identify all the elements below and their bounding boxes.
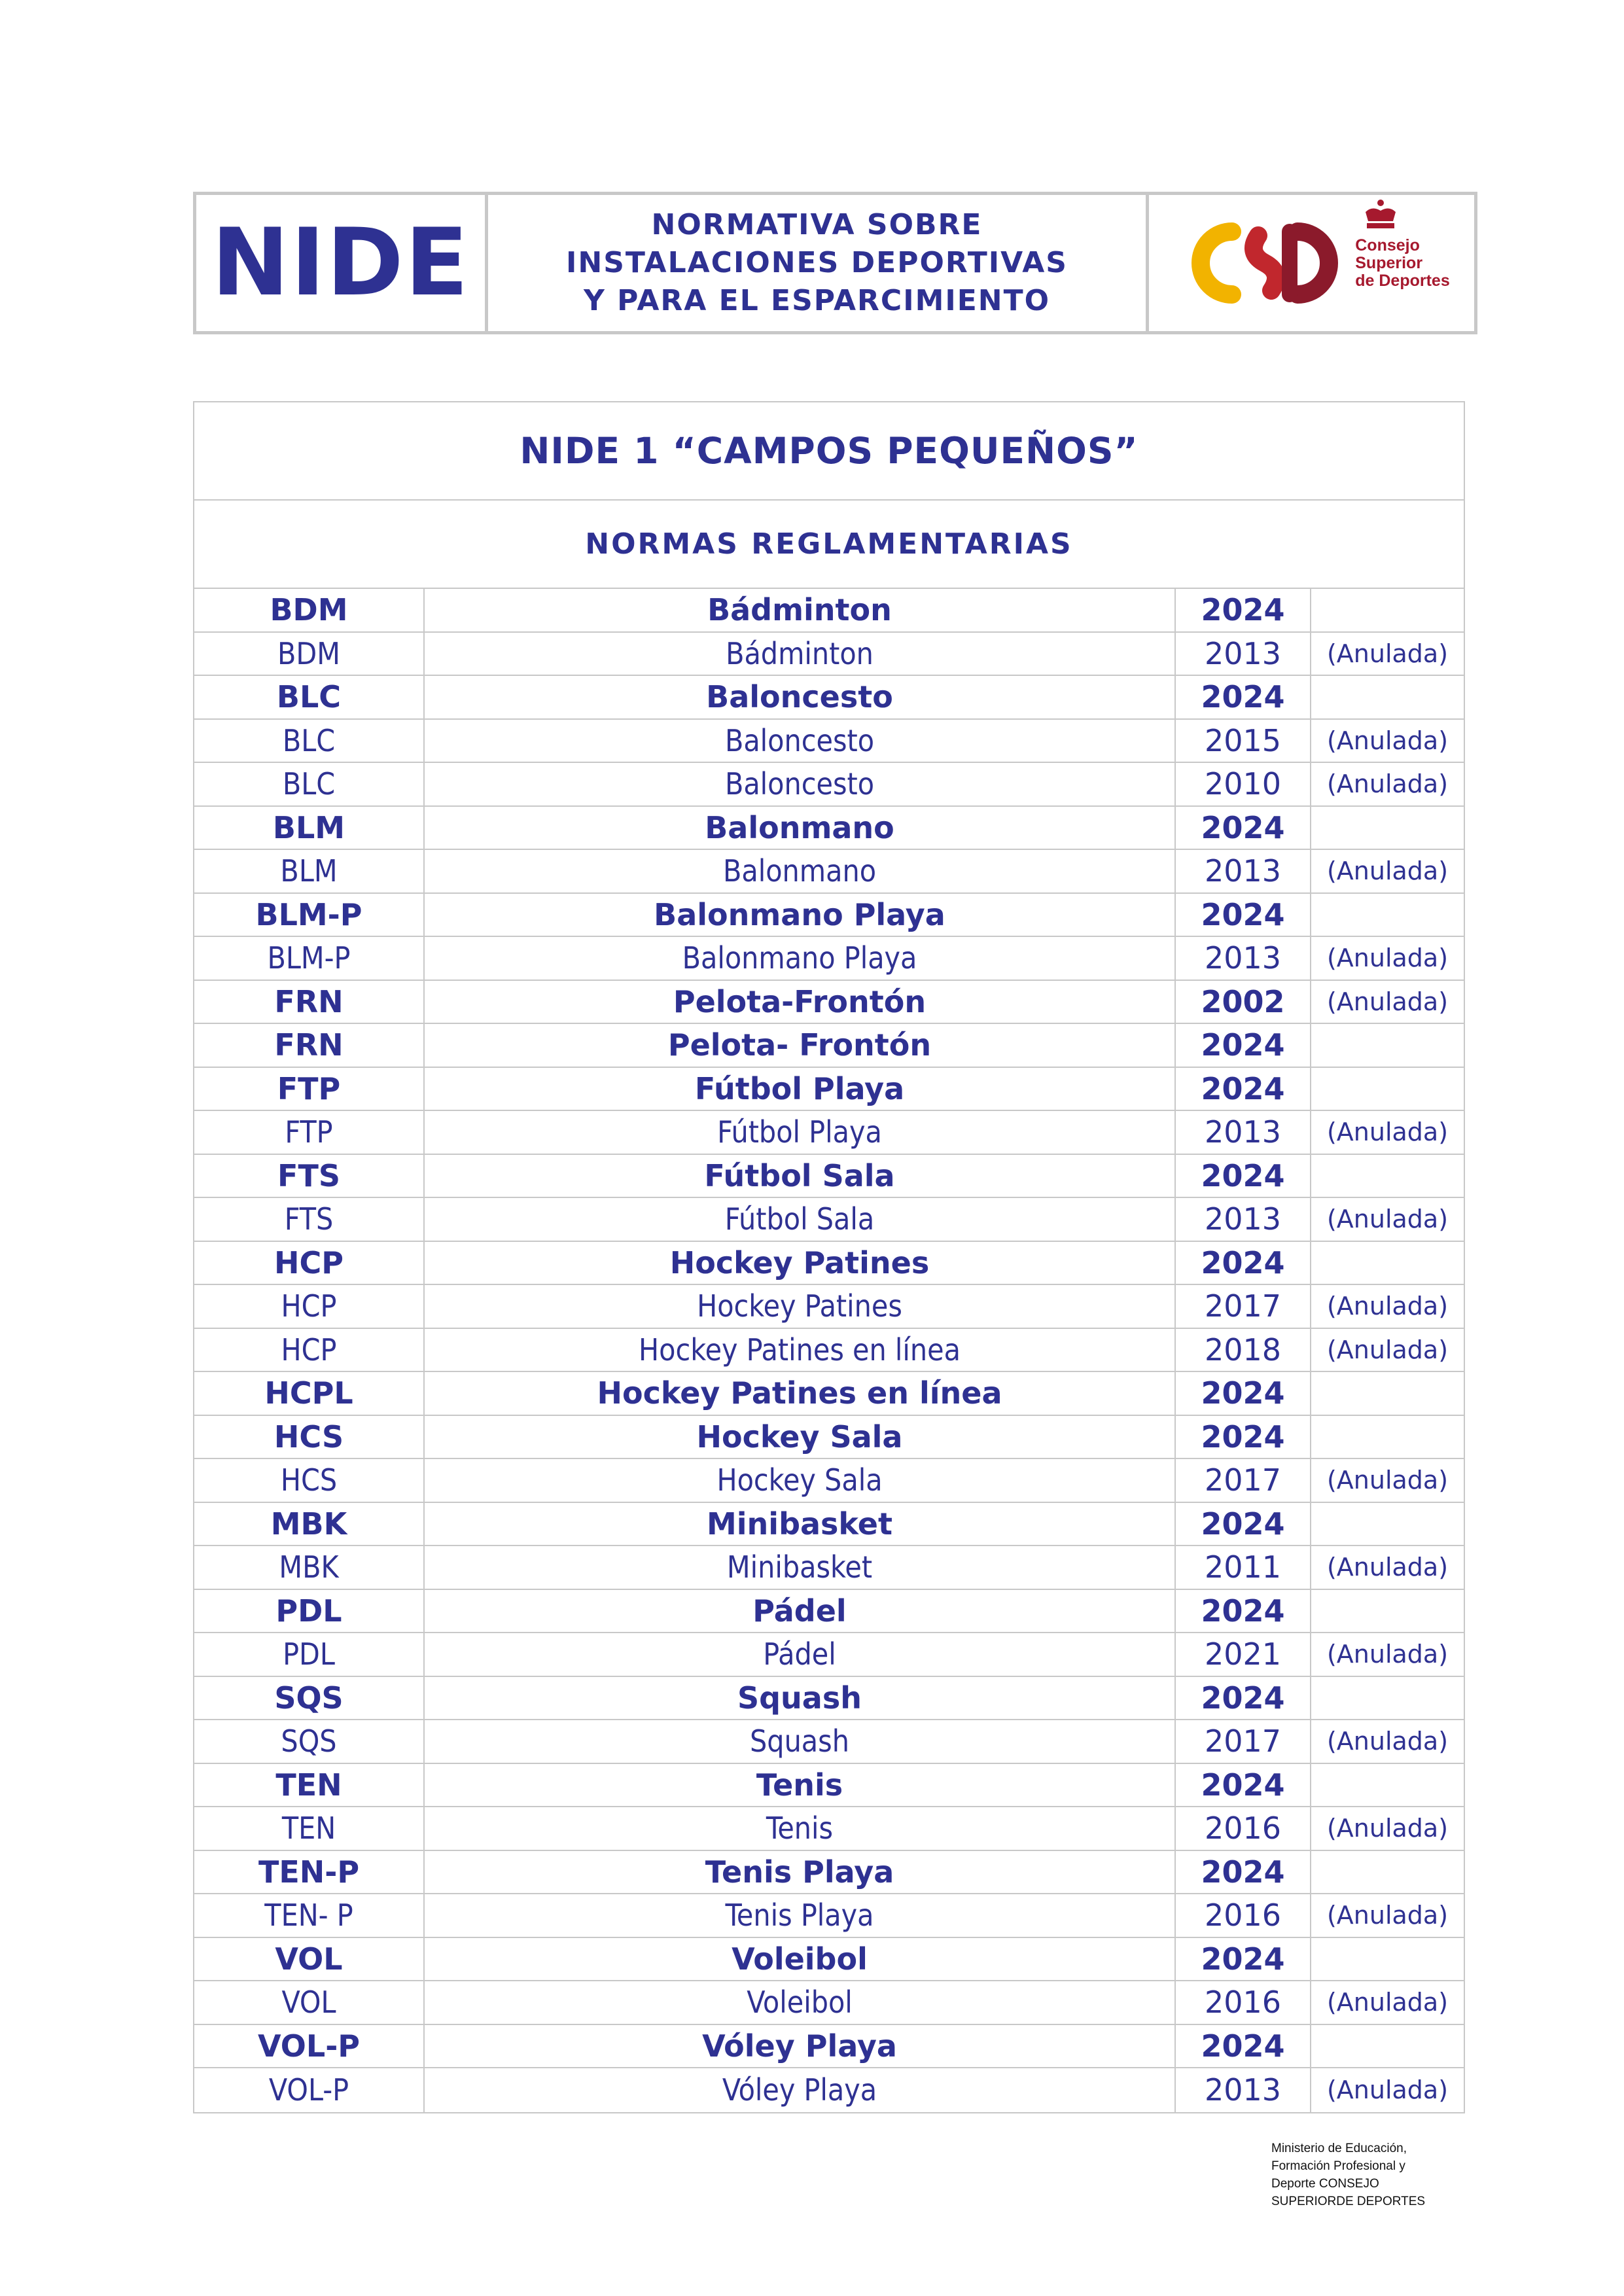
norm-code: TEN [194,1764,425,1807]
csd-logo-text [1355,237,1449,290]
table-row [194,1372,1464,1416]
table-row [194,1938,1464,1982]
csd-logo-cell [1149,195,1474,331]
norm-year: 2017 [1176,1459,1311,1502]
norm-year: 2024 [1176,1372,1311,1415]
norm-name: Pádel [425,1590,1176,1633]
table-row [194,850,1464,894]
norm-year: 2018 [1176,1329,1311,1371]
table-row [194,1111,1464,1155]
header-title-line: NORMATIVA SOBRE [651,208,983,241]
norm-name: Bádminton [425,589,1176,631]
norm-status [1311,2025,1464,2068]
norm-name: Balonmano Playa [425,937,1176,980]
norm-code: HCP [194,1285,425,1328]
norm-code: HCP [194,1329,425,1371]
table-row [194,1459,1464,1503]
norm-name: Hockey Patines [425,1285,1176,1328]
norm-status: (Anulada) [1326,1814,1449,1843]
norm-status [1311,1938,1464,1981]
norm-status: (Anulada) [1326,944,1449,973]
norm-status: (Anulada) [1326,1118,1449,1147]
norm-status [1311,1372,1464,1415]
norm-code: BDM [194,589,425,631]
norm-status: (Anulada) [1326,2075,1449,2105]
norm-code: VOL [194,1981,425,2024]
csd-text-line: de Deportes [1355,271,1450,290]
norm-name: Fútbol Playa [425,1111,1176,1154]
csd-logo [1186,217,1449,309]
table-row [194,1503,1464,1547]
table-row [194,1981,1464,2025]
norm-code: TEN-P [194,1851,425,1894]
table-row [194,1590,1464,1634]
norm-status [1311,1242,1464,1284]
norm-code: SQS [194,1677,425,1720]
norm-name: Voleibol [425,1981,1176,2024]
table-row [194,1894,1464,1938]
norm-code: BLC [194,720,425,762]
norm-year: 2016 [1176,1981,1311,2024]
norm-code: TEN [194,1807,425,1850]
header-title-line: INSTALACIONES DEPORTIVAS [566,246,1068,279]
norm-name: Hockey Patines en línea [425,1372,1176,1415]
csd-text-line: Superior [1355,253,1423,272]
norm-code: SQS [194,1720,425,1763]
nide-logo-cell [196,195,488,331]
table-row [194,1546,1464,1590]
norm-name: Voleibol [425,1938,1176,1981]
norm-status [1311,1764,1464,1807]
footer-line: Deporte CONSEJO [1271,2177,1379,2191]
norm-year: 2024 [1176,807,1311,849]
norm-year: 2024 [1176,1938,1311,1981]
norm-code: FTP [194,1068,425,1110]
norm-year: 2024 [1176,1764,1311,1807]
table-row [194,1851,1464,1895]
table-row [194,1198,1464,1242]
norm-status [1311,676,1464,718]
norm-status: (Anulada) [1326,1553,1449,1582]
table-row [194,981,1464,1025]
footer-line: Ministerio de Educación, [1271,2142,1407,2155]
table-row [194,937,1464,981]
norm-status [1311,1155,1464,1197]
norm-name: Bádminton [425,633,1176,675]
norm-name: Baloncesto [425,763,1176,805]
norm-year: 2024 [1176,1024,1311,1067]
table-row [194,720,1464,764]
norm-status [1311,1068,1464,1110]
table-title-row [194,402,1464,501]
table-row [194,763,1464,807]
norm-status [1311,894,1464,936]
table-row [194,633,1464,677]
norm-name: Pádel [425,1633,1176,1676]
norm-code: BLC [194,676,425,718]
norm-name: Minibasket [425,1503,1176,1545]
norm-year: 2013 [1176,1198,1311,1241]
norm-status [1311,1851,1464,1894]
norm-status: (Anulada) [1326,857,1449,886]
norm-name: Baloncesto [425,720,1176,762]
norm-name: Hockey Sala [425,1416,1176,1458]
table-subtitle-row [194,501,1464,589]
table-row [194,1720,1464,1764]
norm-status: (Anulada) [1326,726,1449,755]
table-row [194,1242,1464,1286]
norm-status: (Anulada) [1326,1292,1449,1321]
norm-year: 2024 [1176,1590,1311,1633]
norm-name: Tenis [425,1764,1176,1807]
norm-code: BLM [194,807,425,849]
norm-status: (Anulada) [1326,987,1449,1016]
norm-code: FTS [194,1198,425,1241]
table-body [194,589,1464,2112]
norm-year: 2010 [1176,763,1311,805]
norm-status: (Anulada) [1326,1466,1449,1495]
norm-status: (Anulada) [1326,1205,1449,1234]
table-row [194,1329,1464,1373]
table-row [194,1068,1464,1112]
norm-code: BLC [194,763,425,805]
table-row [194,1764,1464,1808]
norm-code: PDL [194,1633,425,1676]
norm-year: 2013 [1176,2068,1311,2112]
norm-year: 2011 [1176,1546,1311,1589]
norm-year: 2024 [1176,894,1311,936]
norm-status: (Anulada) [1326,769,1449,799]
norm-code: MBK [194,1503,425,1545]
header-title-line: Y PARA EL ESPARCIMIENTO [583,284,1051,317]
norm-name: Tenis Playa [425,1894,1176,1937]
norm-status [1311,1677,1464,1720]
table-row [194,589,1464,633]
norm-name: Vóley Playa [425,2068,1176,2112]
norm-year: 2024 [1176,1242,1311,1284]
norm-year: 2024 [1176,589,1311,631]
norm-year: 2024 [1176,1155,1311,1197]
csd-text-line: Consejo [1355,236,1420,255]
norm-code: HCS [194,1416,425,1458]
norm-name: Balonmano Playa [425,894,1176,936]
norm-code: TEN- P [194,1894,425,1937]
norm-year: 2002 [1176,981,1311,1023]
table-row [194,894,1464,938]
norm-year: 2024 [1176,1677,1311,1720]
norm-name: Squash [425,1720,1176,1763]
norm-code: MBK [194,1546,425,1589]
norm-code: PDL [194,1590,425,1633]
norm-year: 2013 [1176,850,1311,892]
norm-name: Pelota- Frontón [425,1024,1176,1067]
norm-name: Baloncesto [425,676,1176,718]
norm-code: BLM-P [194,894,425,936]
norm-name: Fútbol Sala [425,1198,1176,1241]
table-row [194,1285,1464,1329]
norm-code: HCS [194,1459,425,1502]
table-row [194,1155,1464,1199]
ministry-footer [1271,2140,1481,2210]
norm-status [1311,807,1464,849]
norm-year: 2016 [1176,1807,1311,1850]
norm-name: Hockey Patines [425,1242,1176,1284]
table-row [194,676,1464,720]
norm-code: BDM [194,633,425,675]
norm-year: 2024 [1176,1416,1311,1458]
norm-name: Hockey Sala [425,1459,1176,1502]
norm-status: (Anulada) [1326,1640,1449,1669]
norm-name: Minibasket [425,1546,1176,1589]
norm-year: 2024 [1176,2025,1311,2068]
norm-year: 2024 [1176,676,1311,718]
norm-status: (Anulada) [1326,1988,1449,2017]
norm-code: FTS [194,1155,425,1197]
norm-year: 2024 [1176,1851,1311,1894]
norm-code: FTP [194,1111,425,1154]
norm-name: Vóley Playa [425,2025,1176,2068]
norm-name: Fútbol Playa [425,1068,1176,1110]
norm-name: Tenis [425,1807,1176,1850]
norm-code: FRN [194,1024,425,1067]
norm-code: FRN [194,981,425,1023]
table-row [194,1024,1464,1068]
table-subtitle: NORMAS REGLAMENTARIAS [585,527,1073,561]
norm-name: Tenis Playa [425,1851,1176,1894]
norm-year: 2017 [1176,1285,1311,1328]
norm-year: 2013 [1176,633,1311,675]
norm-status: (Anulada) [1326,1901,1449,1930]
norm-name: Balonmano [425,807,1176,849]
norm-year: 2013 [1176,937,1311,980]
footer-line: Formación Profesional y [1271,2159,1405,2173]
document-header [193,192,1477,334]
norm-name: Hockey Patines en línea [425,1329,1176,1371]
norm-year: 2015 [1176,720,1311,762]
nide-logo-text: NIDE [211,209,470,317]
table-row [194,1416,1464,1460]
table-row [194,1807,1464,1851]
header-title [488,195,1149,331]
norm-status [1311,1503,1464,1545]
norm-status [1311,1416,1464,1458]
norm-code: VOL-P [194,2025,425,2068]
table-row [194,2068,1464,2112]
footer-line: SUPERIORDE DEPORTES [1271,2195,1426,2208]
norm-code: BLM-P [194,937,425,980]
norm-status: (Anulada) [1326,1335,1449,1364]
table-row [194,1677,1464,1721]
norm-code: VOL [194,1938,425,1981]
norm-status: (Anulada) [1326,1727,1449,1756]
norm-code: VOL-P [194,2068,425,2112]
norm-year: 2021 [1176,1633,1311,1676]
normas-table [193,401,1465,2113]
norm-code: BLM [194,850,425,892]
norm-year: 2016 [1176,1894,1311,1937]
crown-icon [1362,199,1400,230]
norm-code: HCPL [194,1372,425,1415]
norm-status: (Anulada) [1326,639,1449,668]
norm-name: Squash [425,1677,1176,1720]
csd-logo-mark-icon [1186,217,1350,309]
norm-status [1311,1024,1464,1067]
norm-code: HCP [194,1242,425,1284]
norm-year: 2017 [1176,1720,1311,1763]
table-title: NIDE 1 “CAMPOS PEQUEÑOS” [520,430,1139,472]
norm-name: Pelota-Frontón [425,981,1176,1023]
norm-year: 2013 [1176,1111,1311,1154]
norm-status [1311,1590,1464,1633]
table-row [194,807,1464,851]
norm-status [1311,589,1464,631]
norm-name: Balonmano [425,850,1176,892]
table-row [194,1633,1464,1677]
norm-year: 2024 [1176,1068,1311,1110]
table-row [194,2025,1464,2069]
norm-year: 2024 [1176,1503,1311,1545]
norm-name: Fútbol Sala [425,1155,1176,1197]
